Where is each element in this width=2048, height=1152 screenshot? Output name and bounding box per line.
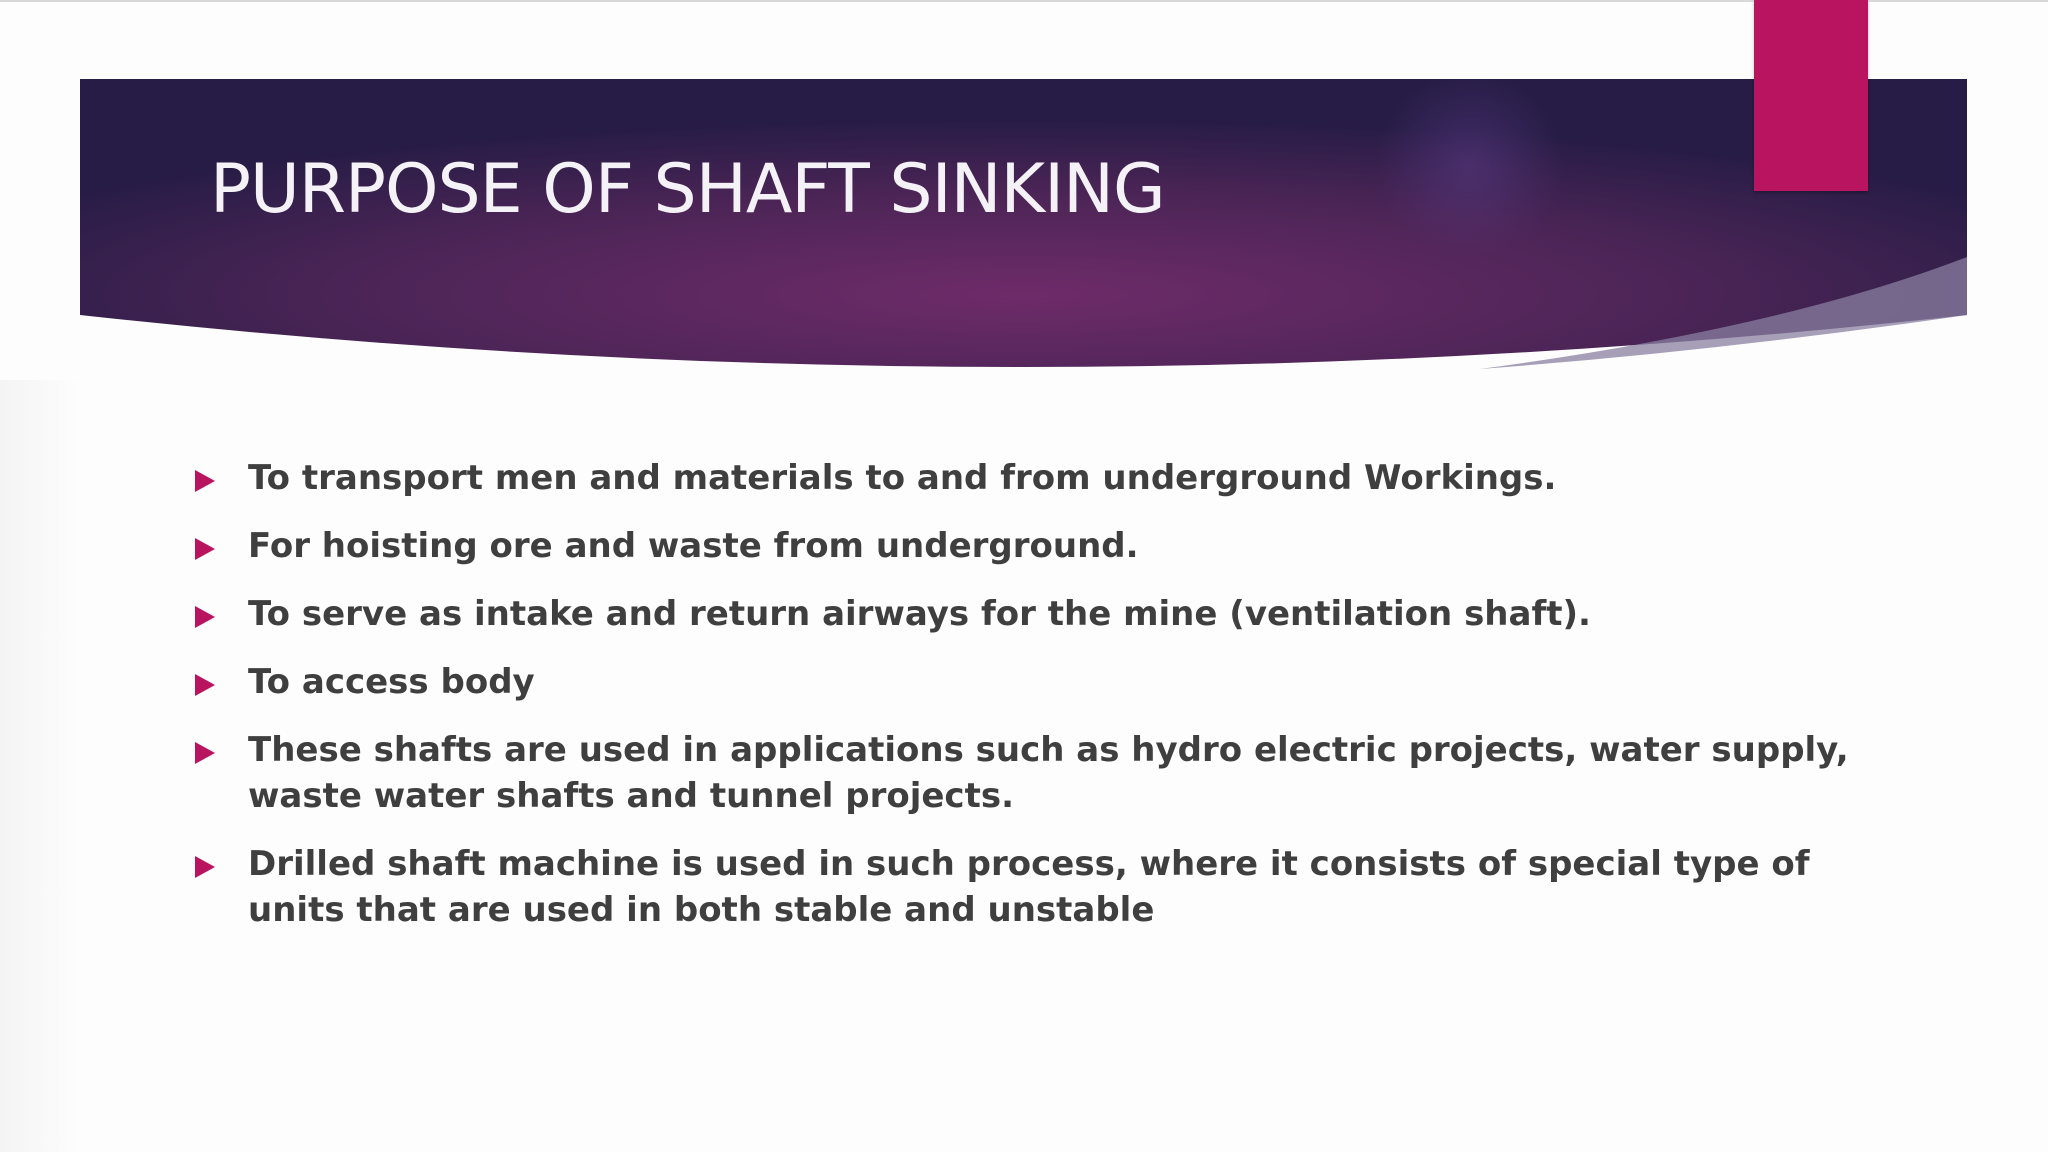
bullet-text: Drilled shaft machine is used in such process, where it consists of special type of units that are used in both stable and unstable (248, 844, 1810, 930)
bullet-item (190, 523, 1890, 569)
slide-title: PURPOSE OF SHAFT SINKING (210, 150, 1165, 229)
triangle-right-icon (195, 674, 215, 696)
triangle-right-icon (195, 606, 215, 628)
top-divider (0, 0, 2048, 2)
bullet-item (190, 841, 1890, 933)
bullet-list (190, 455, 1890, 955)
left-shade (0, 380, 80, 1152)
bullet-text: To access body (248, 662, 535, 702)
bullet-item (190, 727, 1890, 819)
title-banner (80, 79, 1967, 384)
bullet-text: For hoisting ore and waste from underground. (248, 526, 1139, 566)
bullet-item (190, 659, 1890, 705)
triangle-right-icon (195, 856, 215, 878)
triangle-right-icon (195, 538, 215, 560)
accent-tab (1754, 0, 1868, 191)
bullet-item (190, 591, 1890, 637)
bullet-text: To transport men and materials to and from underground Workings. (248, 458, 1557, 498)
bullet-item (190, 455, 1890, 501)
triangle-right-icon (195, 742, 215, 764)
bullet-text: These shafts are used in applications such as hydro electric projects, water supply, waste water shafts and tunnel projects. (248, 730, 1849, 816)
bullet-text: To serve as intake and return airways for the mine (ventilation shaft). (248, 594, 1591, 634)
triangle-right-icon (195, 470, 215, 492)
